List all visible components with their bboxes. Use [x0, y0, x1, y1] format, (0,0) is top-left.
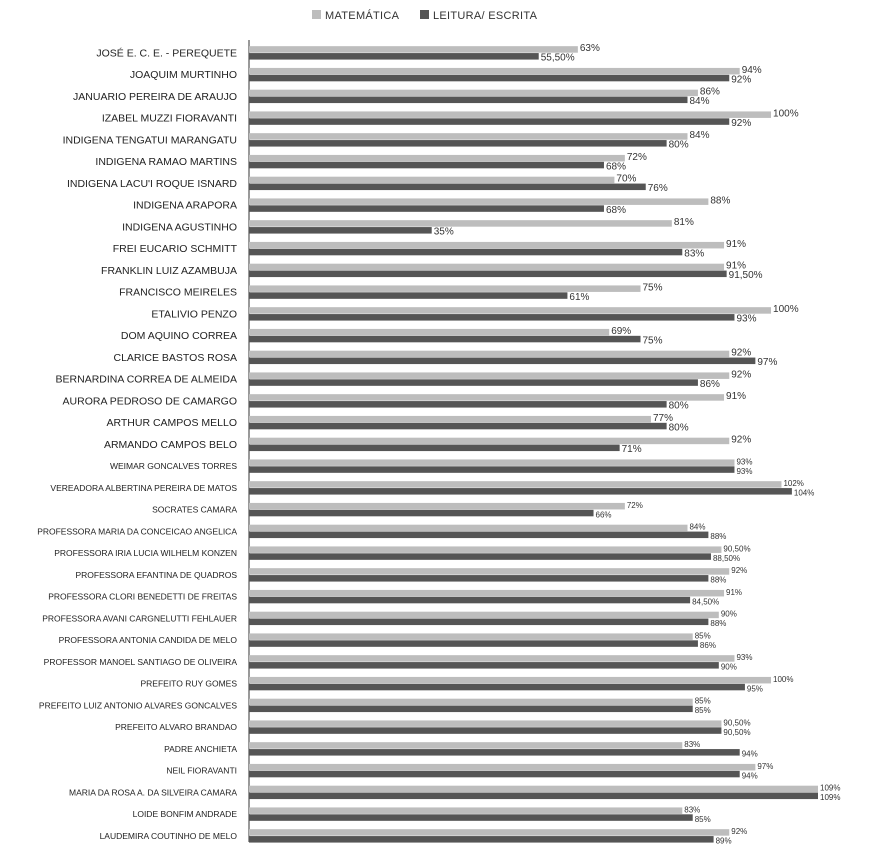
bar-matematica	[249, 133, 687, 140]
bar-leitura	[249, 401, 667, 408]
bar-matematica	[249, 177, 614, 184]
bar-matematica	[249, 242, 724, 249]
bar-leitura	[249, 140, 667, 147]
category-label: PROFESSORA EFANTINA DE QUADROS	[75, 569, 237, 580]
value-label-matematica: 92%	[731, 347, 752, 359]
value-label-matematica: 84%	[689, 522, 706, 532]
bar-leitura	[249, 553, 711, 560]
value-label-matematica: 91%	[726, 238, 747, 250]
bar-matematica	[249, 438, 729, 445]
bar-leitura	[249, 640, 698, 647]
value-label-leitura: 80%	[668, 400, 689, 412]
legend-swatch-leitura	[420, 10, 429, 19]
value-label-matematica: 70%	[616, 173, 637, 185]
bar-matematica	[249, 68, 740, 75]
category-label: FRANCISCO MEIRELES	[119, 286, 237, 299]
value-label-matematica: 94%	[741, 64, 762, 76]
category-label: PROFESSORA AVANI CARGNELUTTI FEHLAUER	[42, 613, 237, 624]
bar-leitura	[249, 575, 708, 582]
value-label-leitura: 85%	[694, 706, 711, 716]
value-label-matematica: 100%	[773, 108, 799, 120]
value-label-matematica: 92%	[731, 827, 748, 837]
bar-leitura	[249, 510, 594, 517]
bar-matematica	[249, 590, 724, 597]
category-label: JOAQUIM MURTINHO	[129, 69, 237, 82]
value-label-leitura: 92%	[731, 117, 752, 129]
category-label: PADRE ANCHIETA	[164, 743, 237, 754]
value-label-leitura: 86%	[699, 640, 716, 650]
bar-matematica	[249, 351, 729, 358]
value-label-matematica: 63%	[579, 43, 600, 55]
value-label-leitura: 90%	[720, 662, 737, 672]
bar-leitura	[249, 53, 539, 60]
bar-matematica	[249, 198, 708, 205]
bar-matematica	[249, 720, 721, 727]
bar-matematica	[249, 220, 672, 227]
category-label: FRANKLIN LUIZ AZAMBUJA	[101, 264, 237, 277]
category-label: PROFESSORA ANTONIA CANDIDA DE MELO	[58, 635, 237, 646]
value-label-leitura: 84,50%	[692, 597, 720, 607]
bar-matematica	[249, 786, 818, 793]
bar-leitura	[249, 836, 714, 843]
bar-leitura	[249, 423, 667, 430]
value-label-leitura: 109%	[820, 793, 841, 803]
value-label-leitura: 86%	[699, 378, 720, 390]
bar-matematica	[249, 481, 781, 488]
bar-leitura	[249, 488, 792, 495]
category-label: WEIMAR GONCALVES TORRES	[109, 461, 237, 472]
value-label-matematica: 75%	[642, 282, 663, 294]
category-label: INDIGENA LACU'I ROQUE ISNARD	[66, 177, 237, 190]
value-label-leitura: 61%	[569, 291, 590, 303]
value-label-leitura: 97%	[757, 357, 778, 369]
bar-leitura	[249, 336, 641, 343]
value-label-leitura: 71%	[621, 444, 642, 456]
bar-leitura	[249, 118, 729, 125]
bar-leitura	[249, 379, 698, 386]
category-label: PROFESSORA CLORI BENEDETTI DE FREITAS	[48, 591, 237, 602]
value-label-matematica: 91%	[726, 260, 747, 272]
category-label: INDIGENA TENGATUI MARANGATU	[62, 134, 237, 147]
category-label: JANUARIO PEREIRA DE ARAUJO	[73, 90, 237, 103]
bar-matematica	[249, 764, 755, 771]
value-label-leitura: 75%	[642, 335, 663, 347]
value-label-matematica: 109%	[820, 783, 841, 793]
bar-leitura	[249, 205, 604, 212]
category-label: VEREADORA ALBERTINA PEREIRA DE MATOS	[50, 482, 237, 493]
bar-matematica	[249, 829, 729, 836]
value-label-leitura: 94%	[741, 749, 758, 759]
category-label: NEIL FIORAVANTI	[166, 765, 237, 776]
bar-matematica	[249, 155, 625, 162]
category-label: INDIGENA RAMAO MARTINS	[95, 156, 237, 169]
bar-leitura	[249, 162, 604, 169]
legend	[312, 9, 538, 22]
value-label-leitura: 88%	[710, 619, 727, 629]
value-label-matematica: 102%	[783, 479, 804, 489]
value-label-matematica: 72%	[626, 151, 647, 163]
bar-matematica	[249, 568, 729, 575]
bar-leitura	[249, 271, 727, 278]
bar-matematica	[249, 503, 625, 510]
bar-matematica	[249, 46, 578, 53]
category-label: ARMANDO CAMPOS BELO	[103, 438, 237, 451]
value-label-leitura: 80%	[668, 422, 689, 434]
value-label-matematica: 85%	[694, 631, 711, 641]
value-label-leitura: 95%	[746, 684, 763, 694]
bar-leitura	[249, 292, 567, 299]
bar-leitura	[249, 445, 620, 452]
bar-leitura	[249, 314, 734, 321]
value-label-leitura: 94%	[741, 771, 758, 781]
legend-label-matematica: MATEMÁTICA	[325, 10, 400, 22]
bar-matematica	[249, 90, 698, 97]
value-label-leitura: 91,50%	[728, 270, 763, 282]
legend-swatch-matematica	[312, 10, 321, 19]
bar-leitura	[249, 97, 687, 104]
value-label-matematica: 72%	[626, 500, 643, 510]
category-label: DOM AQUINO CORREA	[120, 330, 237, 343]
value-label-leitura: 93%	[736, 313, 757, 325]
value-label-matematica: 93%	[736, 653, 753, 663]
value-label-matematica: 88%	[710, 195, 731, 207]
value-label-leitura: 88,50%	[712, 553, 741, 563]
bar-leitura	[249, 749, 740, 756]
value-label-leitura: 88%	[710, 575, 727, 585]
category-label: AURORA PEDROSO DE CAMARGO	[62, 395, 237, 408]
bar-leitura	[249, 727, 721, 734]
bar-matematica	[249, 459, 734, 466]
category-label: MARIA DA ROSA A. DA SILVEIRA CAMARA	[68, 787, 237, 798]
legend-label-leitura: LEITURA/ ESCRITA	[433, 10, 538, 22]
bar-leitura	[249, 184, 646, 191]
bar-leitura	[249, 793, 818, 800]
value-label-matematica: 91%	[726, 391, 747, 403]
bar-matematica	[249, 742, 682, 749]
category-label: PREFEITO ALVARO BRANDAO	[115, 722, 237, 733]
value-label-matematica: 83%	[684, 740, 701, 750]
value-label-leitura: 35%	[433, 226, 454, 238]
bar-matematica	[249, 633, 693, 640]
bar-leitura	[249, 466, 734, 473]
value-label-leitura: 76%	[647, 183, 668, 195]
value-label-matematica: 92%	[731, 566, 748, 576]
bar-matematica	[249, 372, 729, 379]
value-label-leitura: 85%	[694, 814, 711, 824]
bar-matematica	[249, 699, 693, 706]
category-label: PREFEITO RUY GOMES	[140, 678, 237, 689]
value-label-leitura: 66%	[595, 510, 612, 520]
category-label: INDIGENA AGUSTINHO	[122, 221, 237, 234]
category-label: PREFEITO LUIZ ANTONIO ALVARES GONCALVES	[38, 700, 237, 711]
category-label: JOSÉ E. C. E. - PEREQUETE	[96, 47, 237, 60]
value-label-matematica: 93%	[736, 457, 753, 467]
value-label-matematica: 92%	[731, 369, 752, 381]
value-label-matematica: 100%	[773, 674, 794, 684]
bar-matematica	[249, 416, 651, 423]
bar-matematica	[249, 329, 609, 336]
value-label-matematica: 92%	[731, 434, 752, 446]
bar-matematica	[249, 111, 771, 118]
value-label-leitura: 90,50%	[723, 727, 751, 737]
bar-matematica	[249, 525, 687, 532]
bar-leitura	[249, 358, 755, 365]
value-label-matematica: 85%	[694, 696, 711, 706]
category-label: INDIGENA ARAPORA	[133, 199, 237, 212]
value-label-leitura: 89%	[715, 836, 732, 846]
value-label-matematica: 86%	[699, 86, 720, 98]
category-label: PROFESSOR MANOEL SANTIAGO DE OLIVEIRA	[43, 656, 237, 667]
bar-matematica	[249, 264, 724, 271]
bar-leitura	[249, 706, 693, 713]
bar-matematica	[249, 677, 771, 684]
value-label-matematica: 90,50%	[723, 544, 751, 554]
category-label: ARTHUR CAMPOS MELLO	[106, 417, 237, 430]
category-label: LAUDEMIRA COUTINHO DE MELO	[99, 830, 237, 841]
bar-leitura	[249, 75, 729, 82]
category-label: IZABEL MUZZI FIORAVANTI	[101, 112, 237, 125]
bar-leitura	[249, 249, 682, 256]
bar-leitura	[249, 227, 432, 234]
bar-matematica	[249, 807, 682, 814]
value-label-matematica: 83%	[684, 805, 701, 815]
value-label-leitura: 104%	[793, 488, 815, 498]
category-label: PROFESSORA IRIA LUCIA WILHELM KONZEN	[54, 548, 237, 559]
value-label-leitura: 83%	[684, 248, 705, 260]
value-label-leitura: 88%	[710, 532, 727, 542]
bar-matematica	[249, 394, 724, 401]
bar-leitura	[249, 662, 719, 669]
category-label: CLARICE BASTOS ROSA	[113, 351, 237, 364]
value-label-leitura: 55,50%	[540, 52, 575, 64]
value-label-matematica: 97%	[757, 761, 774, 771]
category-label: ETALIVIO PENZO	[151, 308, 237, 321]
category-label: LOIDE BONFIM ANDRADE	[132, 809, 237, 820]
bar-matematica	[249, 546, 721, 553]
bar-leitura	[249, 684, 745, 691]
value-label-matematica: 77%	[652, 412, 673, 424]
value-label-matematica: 90%	[720, 609, 737, 619]
bar-leitura	[249, 814, 693, 821]
bar-leitura	[249, 597, 690, 604]
value-label-matematica: 81%	[673, 217, 694, 229]
value-label-leitura: 68%	[605, 161, 626, 173]
bar-leitura	[249, 532, 708, 539]
value-label-matematica: 91%	[726, 587, 743, 597]
category-label: BERNARDINA CORREA DE ALMEIDA	[55, 373, 237, 386]
value-label-matematica: 69%	[611, 325, 632, 337]
bar-matematica	[249, 307, 771, 314]
value-label-leitura: 68%	[605, 204, 626, 216]
value-label-leitura: 92%	[731, 74, 752, 86]
value-label-leitura: 80%	[668, 139, 689, 151]
bar-leitura	[249, 619, 708, 626]
category-label: SOCRATES CAMARA	[152, 504, 237, 515]
bar-leitura	[249, 771, 740, 778]
category-label: FREI EUCARIO SCHMITT	[112, 243, 237, 256]
value-label-leitura: 84%	[689, 96, 710, 108]
value-label-leitura: 93%	[736, 466, 753, 476]
value-label-matematica: 100%	[773, 304, 799, 316]
bar-matematica	[249, 655, 734, 662]
bar-matematica	[249, 612, 719, 619]
category-label: PROFESSORA MARIA DA CONCEICAO ANGELICA	[37, 526, 237, 537]
value-label-matematica: 84%	[689, 130, 710, 142]
value-label-matematica: 90,50%	[723, 718, 751, 728]
